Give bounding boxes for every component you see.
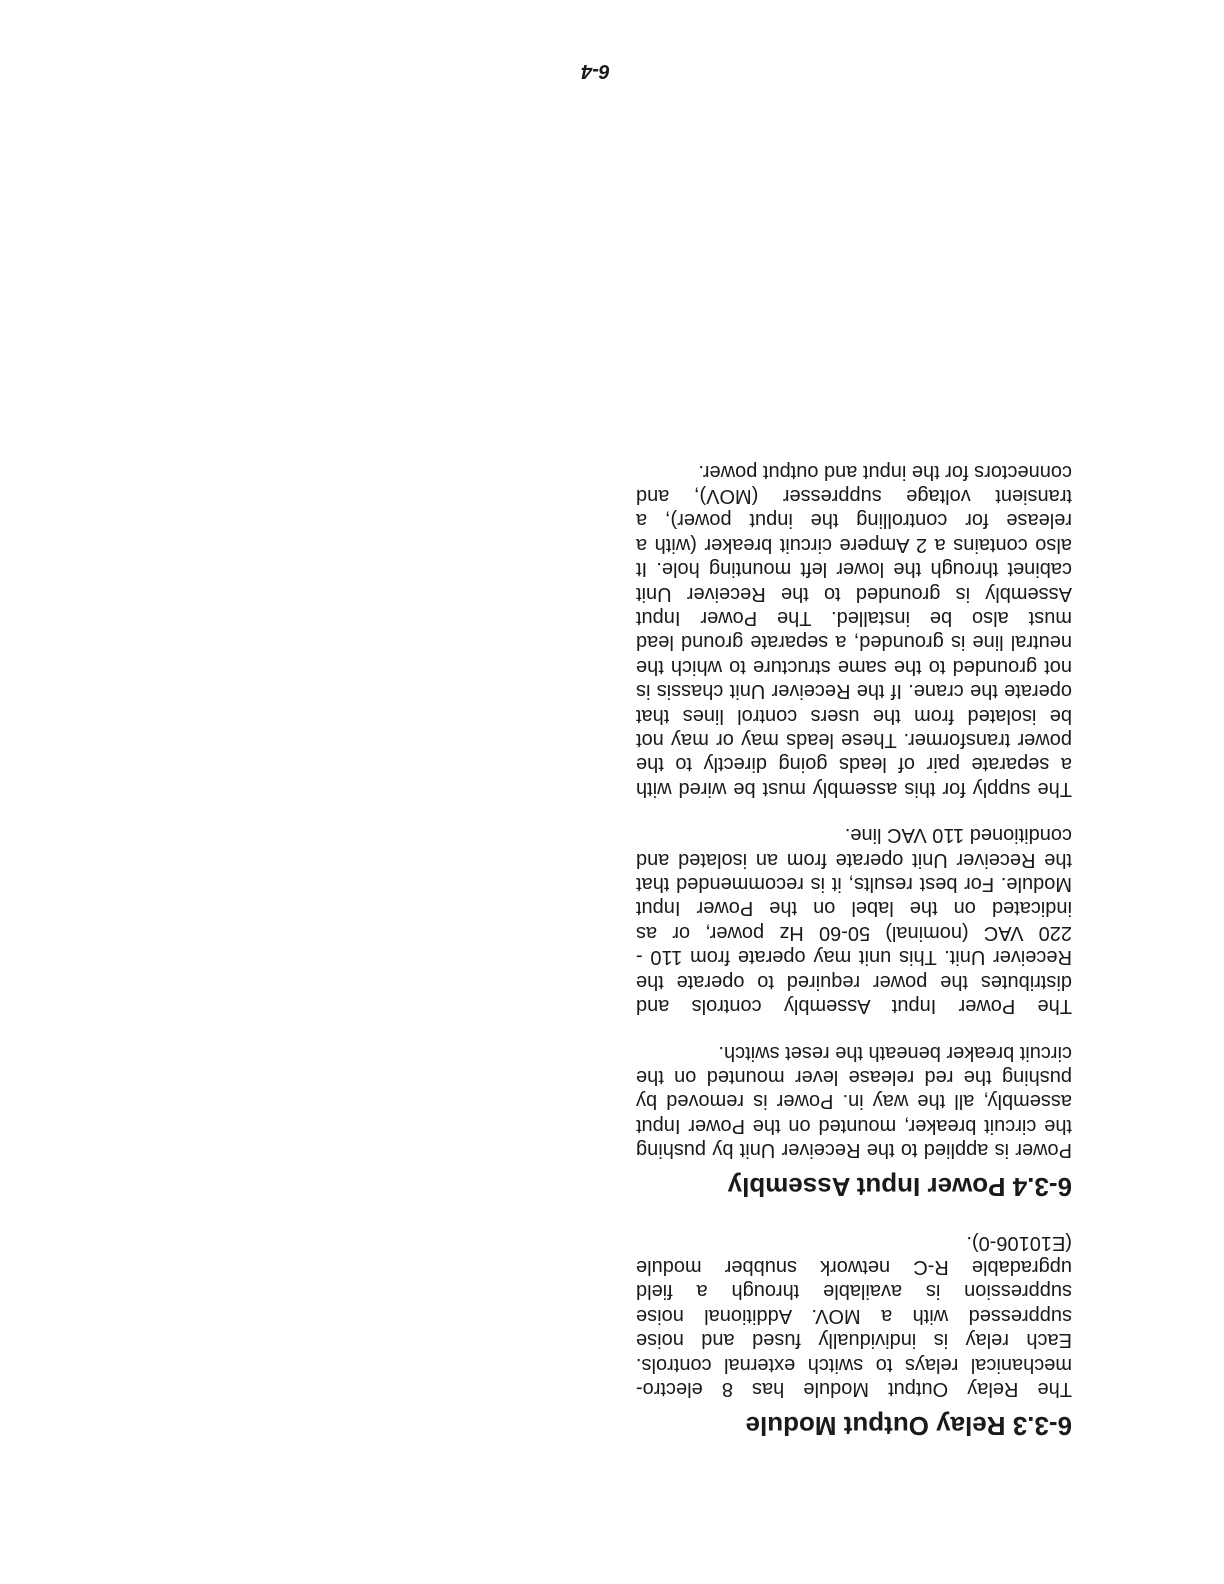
paragraph: Power is applied to the Receiver Unit by pushing the circuit breaker, mounted on the Power Input assembly, all the way in. Power is removed by pushing the red release lever mounted on the circuit breaker beneath the reset switch. <box>636 1041 1072 1162</box>
paragraph: The Relay Output Module has 8 electro-mechanical relays to switch external controls. Each relay is individually fused and noise suppressed with a MOV. Additional noise suppression is available through a field upgradable R-C network snubber module (E10106-0). <box>636 1231 1072 1400</box>
section-heading: 6-3.4 Power Input Assembly <box>727 1172 1072 1203</box>
section-spacer <box>636 1202 1072 1208</box>
page-number: 6-4 <box>581 60 610 82</box>
paragraph: The Power Input Assembly controls and distributes the power required to operate the Receiver Unit. This unit may operate from 110 - 220 VAC (nominal) 50-60 Hz power, or as indicated on the label on the Power Input Module. For best results, it is recommended that the Receiver Unit operate from an isolated and conditioned 110 VAC line. <box>636 824 1072 1018</box>
paragraph: The supply for this assembly must be wired with a separate pair of leads going directly to the power transformer. These leads may or may not be isolated from the users control lines that operate the crane. If the Receiver Unit chassis is not grounded to the same structure to which the neutral line is grounded, a separate ground lead must also be installed. The Power Input Assembly is grounded to the Receiver Unit cabinet through the lower left mounting hole. It also contains a 2 Ampere circuit breaker (with a release for controlling the input power), a transient voltage suppresser (MOV), and connectors for the input and output power. <box>636 460 1072 800</box>
section-heading: 6-3.3 Relay Output Module <box>745 1411 1072 1441</box>
section-power-input-assembly <box>636 459 1072 1202</box>
section-relay-output-module <box>636 1230 1072 1441</box>
text-column <box>636 437 1072 1441</box>
